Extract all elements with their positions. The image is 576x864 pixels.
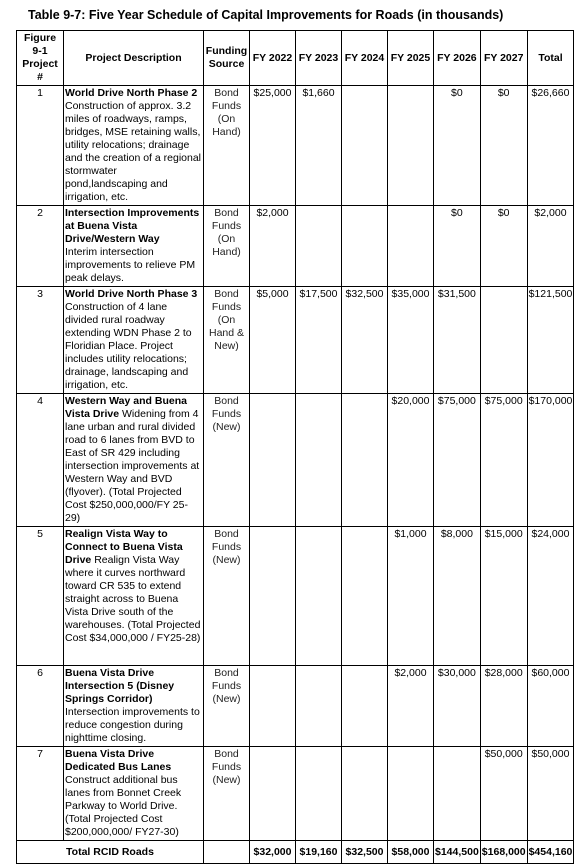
amount-fy2026: $75,000 [434, 394, 481, 527]
amount-fy2022 [250, 394, 296, 527]
project-name: Buena Vista Drive Dedicated Bus Lanes [65, 748, 172, 773]
funding-source: Bond Funds (New) [204, 527, 250, 666]
project-name: Buena Vista Drive Intersection 5 (Disney Springs Corridor) [65, 667, 175, 705]
amount-fy2025: $20,000 [388, 394, 434, 527]
header-fy2023: FY 2023 [296, 31, 342, 86]
capital-improvements-table [16, 30, 574, 864]
amount-fy2027: $75,000 [480, 394, 527, 527]
project-name: Realign Vista Way to Connect to Buena Vista Drive [65, 528, 183, 566]
amount-fy2023 [296, 394, 342, 527]
amount-fy2022 [250, 666, 296, 747]
project-detail: Construct additional bus lanes from Bonnet Creek Parkway to World Drive. (Total Projected Cost $200,000,000/ FY27-30) [65, 774, 182, 838]
project-number: 2 [17, 206, 64, 287]
amount-total: $26,660 [527, 86, 574, 206]
table-row [17, 747, 574, 841]
amount-total: $50,000 [527, 747, 574, 841]
table-row [17, 666, 574, 747]
funding-source: Bond Funds (On Hand & New) [204, 287, 250, 394]
project-detail: Construction of 4 lane divided rural roadway extending WDN Phase 2 to Floridian Place. Project includes utility relocations; drainage, landscaping and irrigation, etc. [65, 301, 192, 391]
project-description [64, 86, 204, 206]
table-row [17, 527, 574, 666]
project-number: 5 [17, 527, 64, 666]
total-fy2023: $19,160 [296, 841, 342, 864]
amount-fy2026 [434, 747, 481, 841]
amount-fy2026: $8,000 [434, 527, 481, 666]
amount-fy2025 [388, 747, 434, 841]
amount-fy2023: $1,660 [296, 86, 342, 206]
project-number: 7 [17, 747, 64, 841]
header-funding: Funding Source [204, 31, 250, 86]
amount-fy2024 [342, 747, 388, 841]
amount-total: $121,500 [527, 287, 574, 394]
totals-funding [204, 841, 250, 864]
project-description [64, 527, 204, 666]
project-number: 3 [17, 287, 64, 394]
amount-fy2027: $0 [480, 206, 527, 287]
header-fy2022: FY 2022 [250, 31, 296, 86]
amount-fy2025: $35,000 [388, 287, 434, 394]
total-fy2022: $32,000 [250, 841, 296, 864]
total-overall: $454,160 [527, 841, 574, 864]
funding-source: Bond Funds (On Hand) [204, 86, 250, 206]
table-row [17, 394, 574, 527]
amount-fy2027: $15,000 [480, 527, 527, 666]
amount-fy2024 [342, 666, 388, 747]
project-name: Intersection Improvements at Buena Vista Drive/Western Way [65, 207, 200, 245]
totals-label: Total RCID Roads [17, 841, 204, 864]
header-row [17, 31, 574, 86]
total-fy2024: $32,500 [342, 841, 388, 864]
header-figure: Figure 9-1 Project # [17, 31, 64, 86]
amount-fy2026: $0 [434, 86, 481, 206]
amount-fy2027: $28,000 [480, 666, 527, 747]
project-number: 4 [17, 394, 64, 527]
project-detail: Interim intersection improvements to relieve PM peak delays. [65, 246, 196, 284]
amount-total: $24,000 [527, 527, 574, 666]
project-description [64, 287, 204, 394]
amount-fy2023: $17,500 [296, 287, 342, 394]
table-title: Table 9-7: Five Year Schedule of Capital Improvements for Roads (in thousands) [28, 8, 504, 22]
amount-fy2024: $32,500 [342, 287, 388, 394]
amount-fy2023 [296, 666, 342, 747]
project-description [64, 394, 204, 527]
amount-fy2022: $25,000 [250, 86, 296, 206]
amount-fy2024 [342, 527, 388, 666]
amount-fy2023 [296, 747, 342, 841]
project-name: World Drive North Phase 3 [65, 288, 198, 300]
amount-fy2026: $0 [434, 206, 481, 287]
project-number: 6 [17, 666, 64, 747]
project-name: Western Way and Buena Vista Drive [65, 395, 187, 420]
header-fy2025: FY 2025 [388, 31, 434, 86]
table-row [17, 206, 574, 287]
table-row [17, 86, 574, 206]
amount-fy2026: $30,000 [434, 666, 481, 747]
project-description [64, 666, 204, 747]
table-row [17, 287, 574, 394]
amount-fy2023 [296, 527, 342, 666]
header-fy2024: FY 2024 [342, 31, 388, 86]
project-detail: Intersection improvements to reduce congestion during nighttime closing. [65, 706, 200, 744]
project-description [64, 206, 204, 287]
project-name: World Drive North Phase 2 [65, 87, 198, 99]
amount-fy2025: $1,000 [388, 527, 434, 666]
project-detail: Construction of approx. 3.2 miles of roadways, ramps, bridges, MSE retaining walls, utility relocations; drainage and the creation of a regional stormwater pond,landscaping and irrigation, etc. [65, 100, 202, 203]
amount-fy2027: $50,000 [480, 747, 527, 841]
amount-fy2027 [480, 287, 527, 394]
amount-fy2026: $31,500 [434, 287, 481, 394]
amount-total: $60,000 [527, 666, 574, 747]
amount-fy2022: $2,000 [250, 206, 296, 287]
amount-total: $170,000 [527, 394, 574, 527]
amount-fy2025 [388, 86, 434, 206]
project-description [64, 747, 204, 841]
project-number: 1 [17, 86, 64, 206]
amount-fy2025 [388, 206, 434, 287]
funding-source: Bond Funds (New) [204, 394, 250, 527]
header-description: Project Description [64, 31, 204, 86]
header-fy2027: FY 2027 [480, 31, 527, 86]
amount-fy2022: $5,000 [250, 287, 296, 394]
amount-fy2024 [342, 206, 388, 287]
amount-fy2022 [250, 747, 296, 841]
amount-fy2025: $2,000 [388, 666, 434, 747]
project-detail: Realign Vista Way where it curves northward toward CR 535 to extend straight across to Buena Vista Drive south of the warehouses. (Total Projected Cost $34,000,000 / FY25-28) [65, 554, 201, 644]
header-total: Total [527, 31, 574, 86]
amount-fy2022 [250, 527, 296, 666]
header-fy2026: FY 2026 [434, 31, 481, 86]
amount-fy2024 [342, 86, 388, 206]
amount-fy2027: $0 [480, 86, 527, 206]
funding-source: Bond Funds (On Hand) [204, 206, 250, 287]
amount-fy2024 [342, 394, 388, 527]
total-fy2025: $58,000 [388, 841, 434, 864]
funding-source: Bond Funds (New) [204, 666, 250, 747]
project-detail: Widening from 4 lane urban and rural divided road to 6 lanes from BVD to East of SR 429 including intersection improvements at Western Way and BVD (flyover). (Total Projected Cost $250,000,000/FY 25-29) [65, 408, 200, 524]
totals-row [17, 841, 574, 864]
total-fy2027: $168,000 [480, 841, 527, 864]
amount-fy2023 [296, 206, 342, 287]
amount-total: $2,000 [527, 206, 574, 287]
total-fy2026: $144,500 [434, 841, 481, 864]
funding-source: Bond Funds (New) [204, 747, 250, 841]
